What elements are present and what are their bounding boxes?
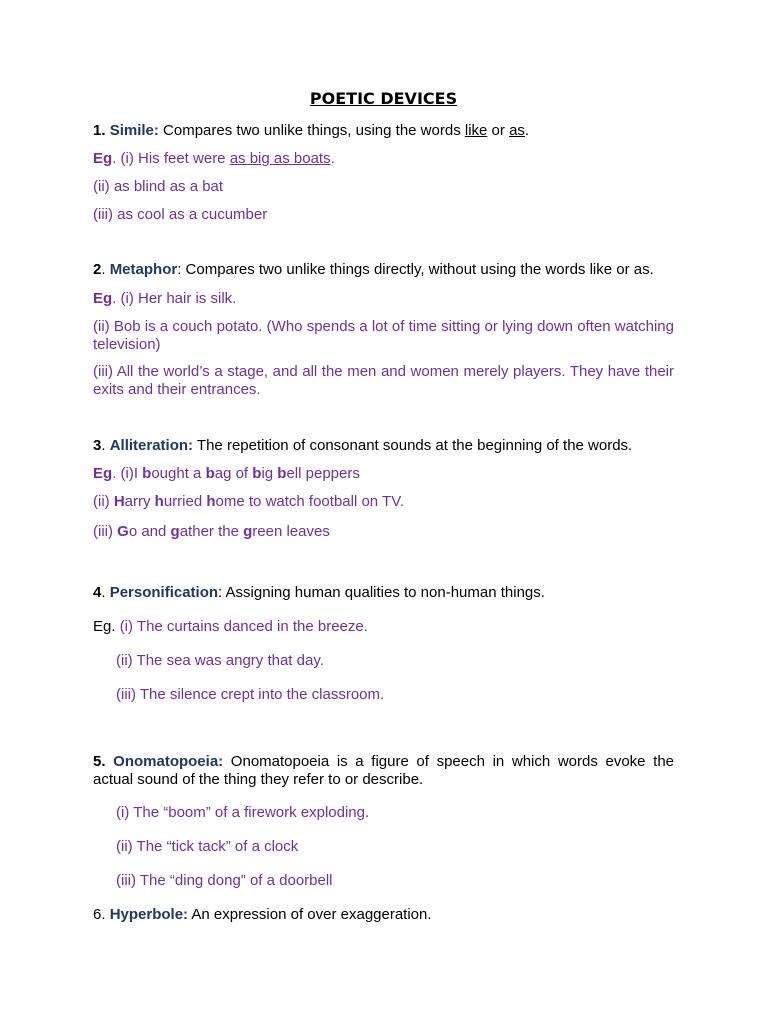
alliteration-definition: 3. Alliteration: The repetition of consonant sounds at the beginning of the words. <box>93 437 633 454</box>
term-alliteration: Alliteration: <box>109 437 194 454</box>
simile-example-3: (iii) as cool as a cucumber <box>93 206 268 223</box>
personification-example-1: Eg. (i) The curtains danced in the breeze. <box>93 618 368 635</box>
hyperbole-definition: 6. Hyperbole: An expression of over exaggeration. <box>93 906 432 923</box>
term-onomatopoeia: Onomatopoeia: <box>113 753 224 770</box>
term-simile: Simile: <box>109 122 159 139</box>
personification-example-3: (iii) The silence crept into the classroom. <box>116 686 385 703</box>
personification-example-2: (ii) The sea was angry that day. <box>116 652 324 669</box>
alliteration-example-2: (ii) Harry hurried home to watch football on TV. <box>93 493 404 510</box>
alliteration-example-3: (iii) Go and gather the green leaves <box>93 523 330 540</box>
term-metaphor: Metaphor <box>109 261 178 278</box>
onomatopoeia-example-3: (iii) The “ding dong” of a doorbell <box>116 872 333 889</box>
simile-example-1: Eg. (i) His feet were as big as boats. <box>93 150 335 167</box>
alliteration-example-1: Eg. (i)I bought a bag of big bell peppers <box>93 465 360 482</box>
metaphor-example-1: Eg. (i) Her hair is silk. <box>93 290 237 307</box>
onomatopoeia-definition: 5. Onomatopoeia: Onomatopoeia is a figure of speech in which words evoke the actual sound of the thing they refer to or describe. <box>93 753 675 788</box>
onomatopoeia-example-1: (i) The “boom” of a firework exploding. <box>116 804 370 821</box>
metaphor-example-2: (ii) Bob is a couch potato. (Who spends a lot of time sitting or lying down often watching television) <box>93 318 674 353</box>
example-link[interactable]: as big as boats <box>229 150 331 167</box>
simile-definition: 1. Simile: Compares two unlike things, using the words like or as. <box>93 122 530 139</box>
term-personification: Personification <box>109 584 219 601</box>
onomatopoeia-example-2: (ii) The “tick tack” of a clock <box>116 838 299 855</box>
personification-definition: 4. Personification: Assigning human qualities to non-human things. <box>93 584 545 601</box>
metaphor-example-3: (iii) All the world’s a stage, and all the men and women merely players. They have their exits and their entrances. <box>93 363 674 398</box>
simile-example-2: (ii) as blind as a bat <box>93 178 224 195</box>
metaphor-definition: 2. Metaphor: Compares two unlike things directly, without using the words like or as. <box>93 261 654 278</box>
term-hyperbole: Hyperbole: <box>109 906 189 923</box>
page-title: POETIC DEVICES <box>309 89 458 108</box>
